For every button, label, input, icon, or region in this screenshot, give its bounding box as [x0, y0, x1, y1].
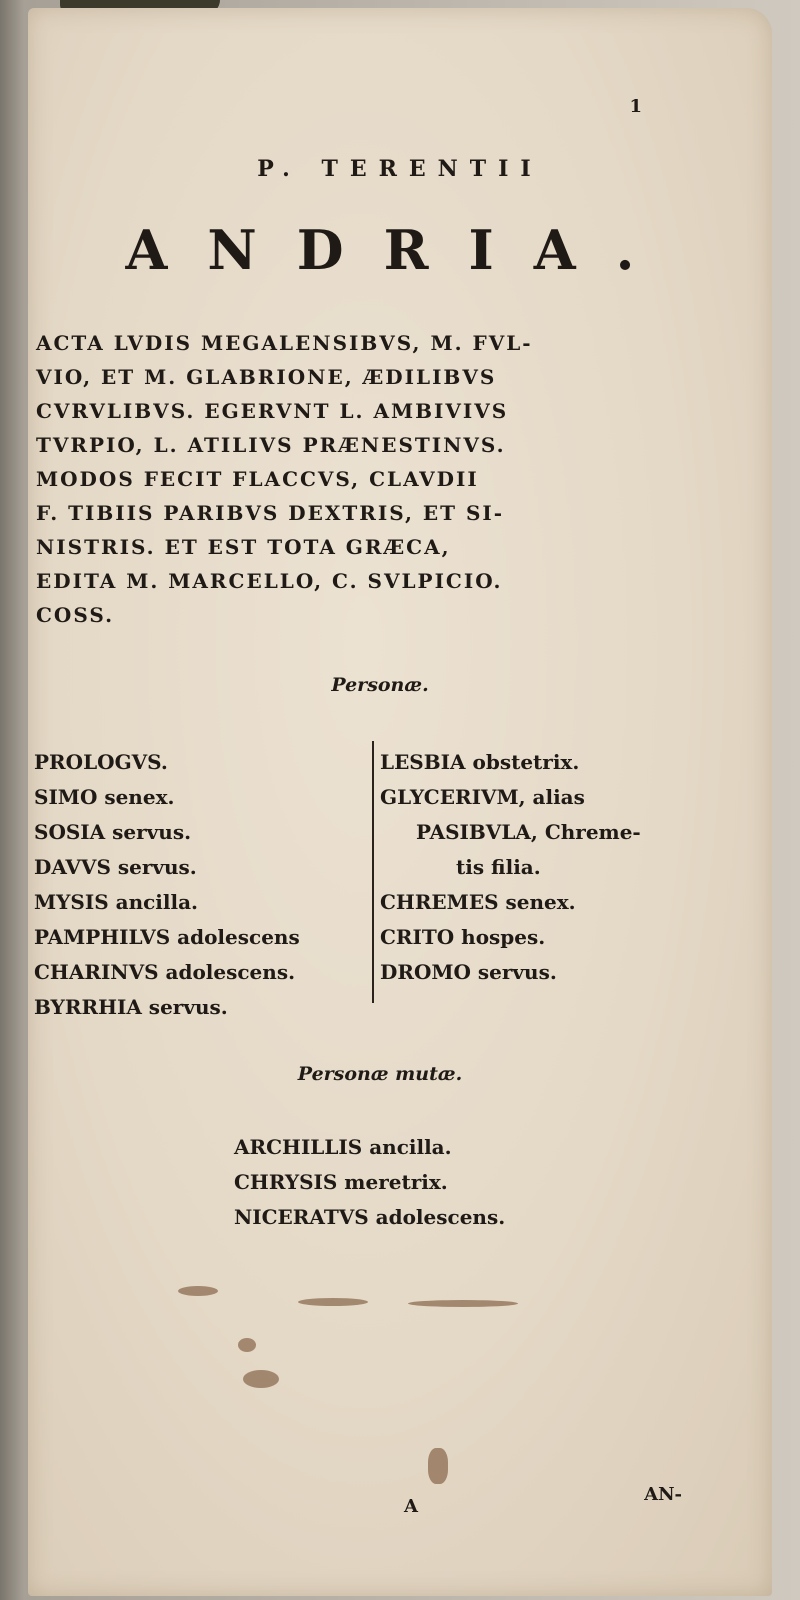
personae-mutae-list [234, 1130, 505, 1235]
didascalia-line: EDITA M. MARCELLO, C. SVLPICIO. [36, 569, 503, 593]
ink-stain [408, 1300, 518, 1307]
ink-stain [298, 1298, 368, 1306]
persona-item: LESBIA obstetrix. [380, 750, 580, 774]
didascalia-line: NISTRIS. ET EST TOTA GRÆCA, [36, 535, 451, 559]
persona-item: DROMO servus. [380, 960, 557, 984]
persona-item: PASIBVLA, Chreme- [416, 820, 641, 844]
persona-item: PROLOGVS. [34, 750, 168, 774]
persona-item: SOSIA servus. [34, 820, 192, 844]
didascalia-line: COSS. [36, 603, 115, 627]
didascalia-line: CVRVLIBVS. EGERVNT L. AMBIVIVS [36, 399, 509, 423]
didascalia-line: ACTA LVDIS MEGALENSIBVS, M. FVL- [36, 331, 533, 355]
book-page [28, 8, 772, 1596]
signature-mark: A [404, 1496, 418, 1517]
persona-muta-item: ARCHILLIS ancilla. [234, 1135, 452, 1159]
persona-item: SIMO senex. [34, 785, 175, 809]
persona-item: tis filia. [456, 855, 541, 879]
persona-item: CHARINVS adolescens. [34, 960, 296, 984]
main-title: ANDRIA. [125, 218, 675, 282]
personae-heading: Personæ. [331, 674, 429, 696]
persona-item: DAVVS servus. [34, 855, 197, 879]
didascalia [36, 326, 736, 632]
ink-stain [243, 1370, 279, 1388]
persona-item: MYSIS ancilla. [34, 890, 199, 914]
persona-muta-item: CHRYSIS meretrix. [234, 1170, 448, 1194]
personae-right-column [380, 745, 740, 990]
ink-stain [178, 1286, 218, 1296]
persona-item: PAMPHILVS adolescens [34, 925, 300, 949]
personae-left-column [34, 745, 374, 1025]
didascalia-line: VIO, ET M. GLABRIONE, ÆDILIBVS [36, 365, 497, 389]
running-title: P. TERENTII [257, 156, 543, 182]
persona-item: CHREMES senex. [380, 890, 576, 914]
persona-item: GLYCERIVM, alias [380, 785, 585, 809]
ink-stain [428, 1448, 448, 1484]
didascalia-line: F. TIBIIS PARIBVS DEXTRIS, ET SI- [36, 501, 505, 525]
page-number: 1 [629, 96, 642, 117]
column-divider [372, 741, 374, 1003]
persona-muta-item: NICERATVS adolescens. [234, 1205, 506, 1229]
didascalia-line: TVRPIO, L. ATILIVS PRÆNESTINVS. [36, 433, 506, 457]
persona-item: BYRRHIA servus. [34, 995, 228, 1019]
catchword: AN- [644, 1484, 682, 1505]
persona-item: CRITO hospes. [380, 925, 546, 949]
didascalia-line: MODOS FECIT FLACCVS, CLAVDII [36, 467, 479, 491]
ink-stain [238, 1338, 256, 1352]
personae-mutae-heading: Personæ mutæ. [297, 1063, 463, 1085]
